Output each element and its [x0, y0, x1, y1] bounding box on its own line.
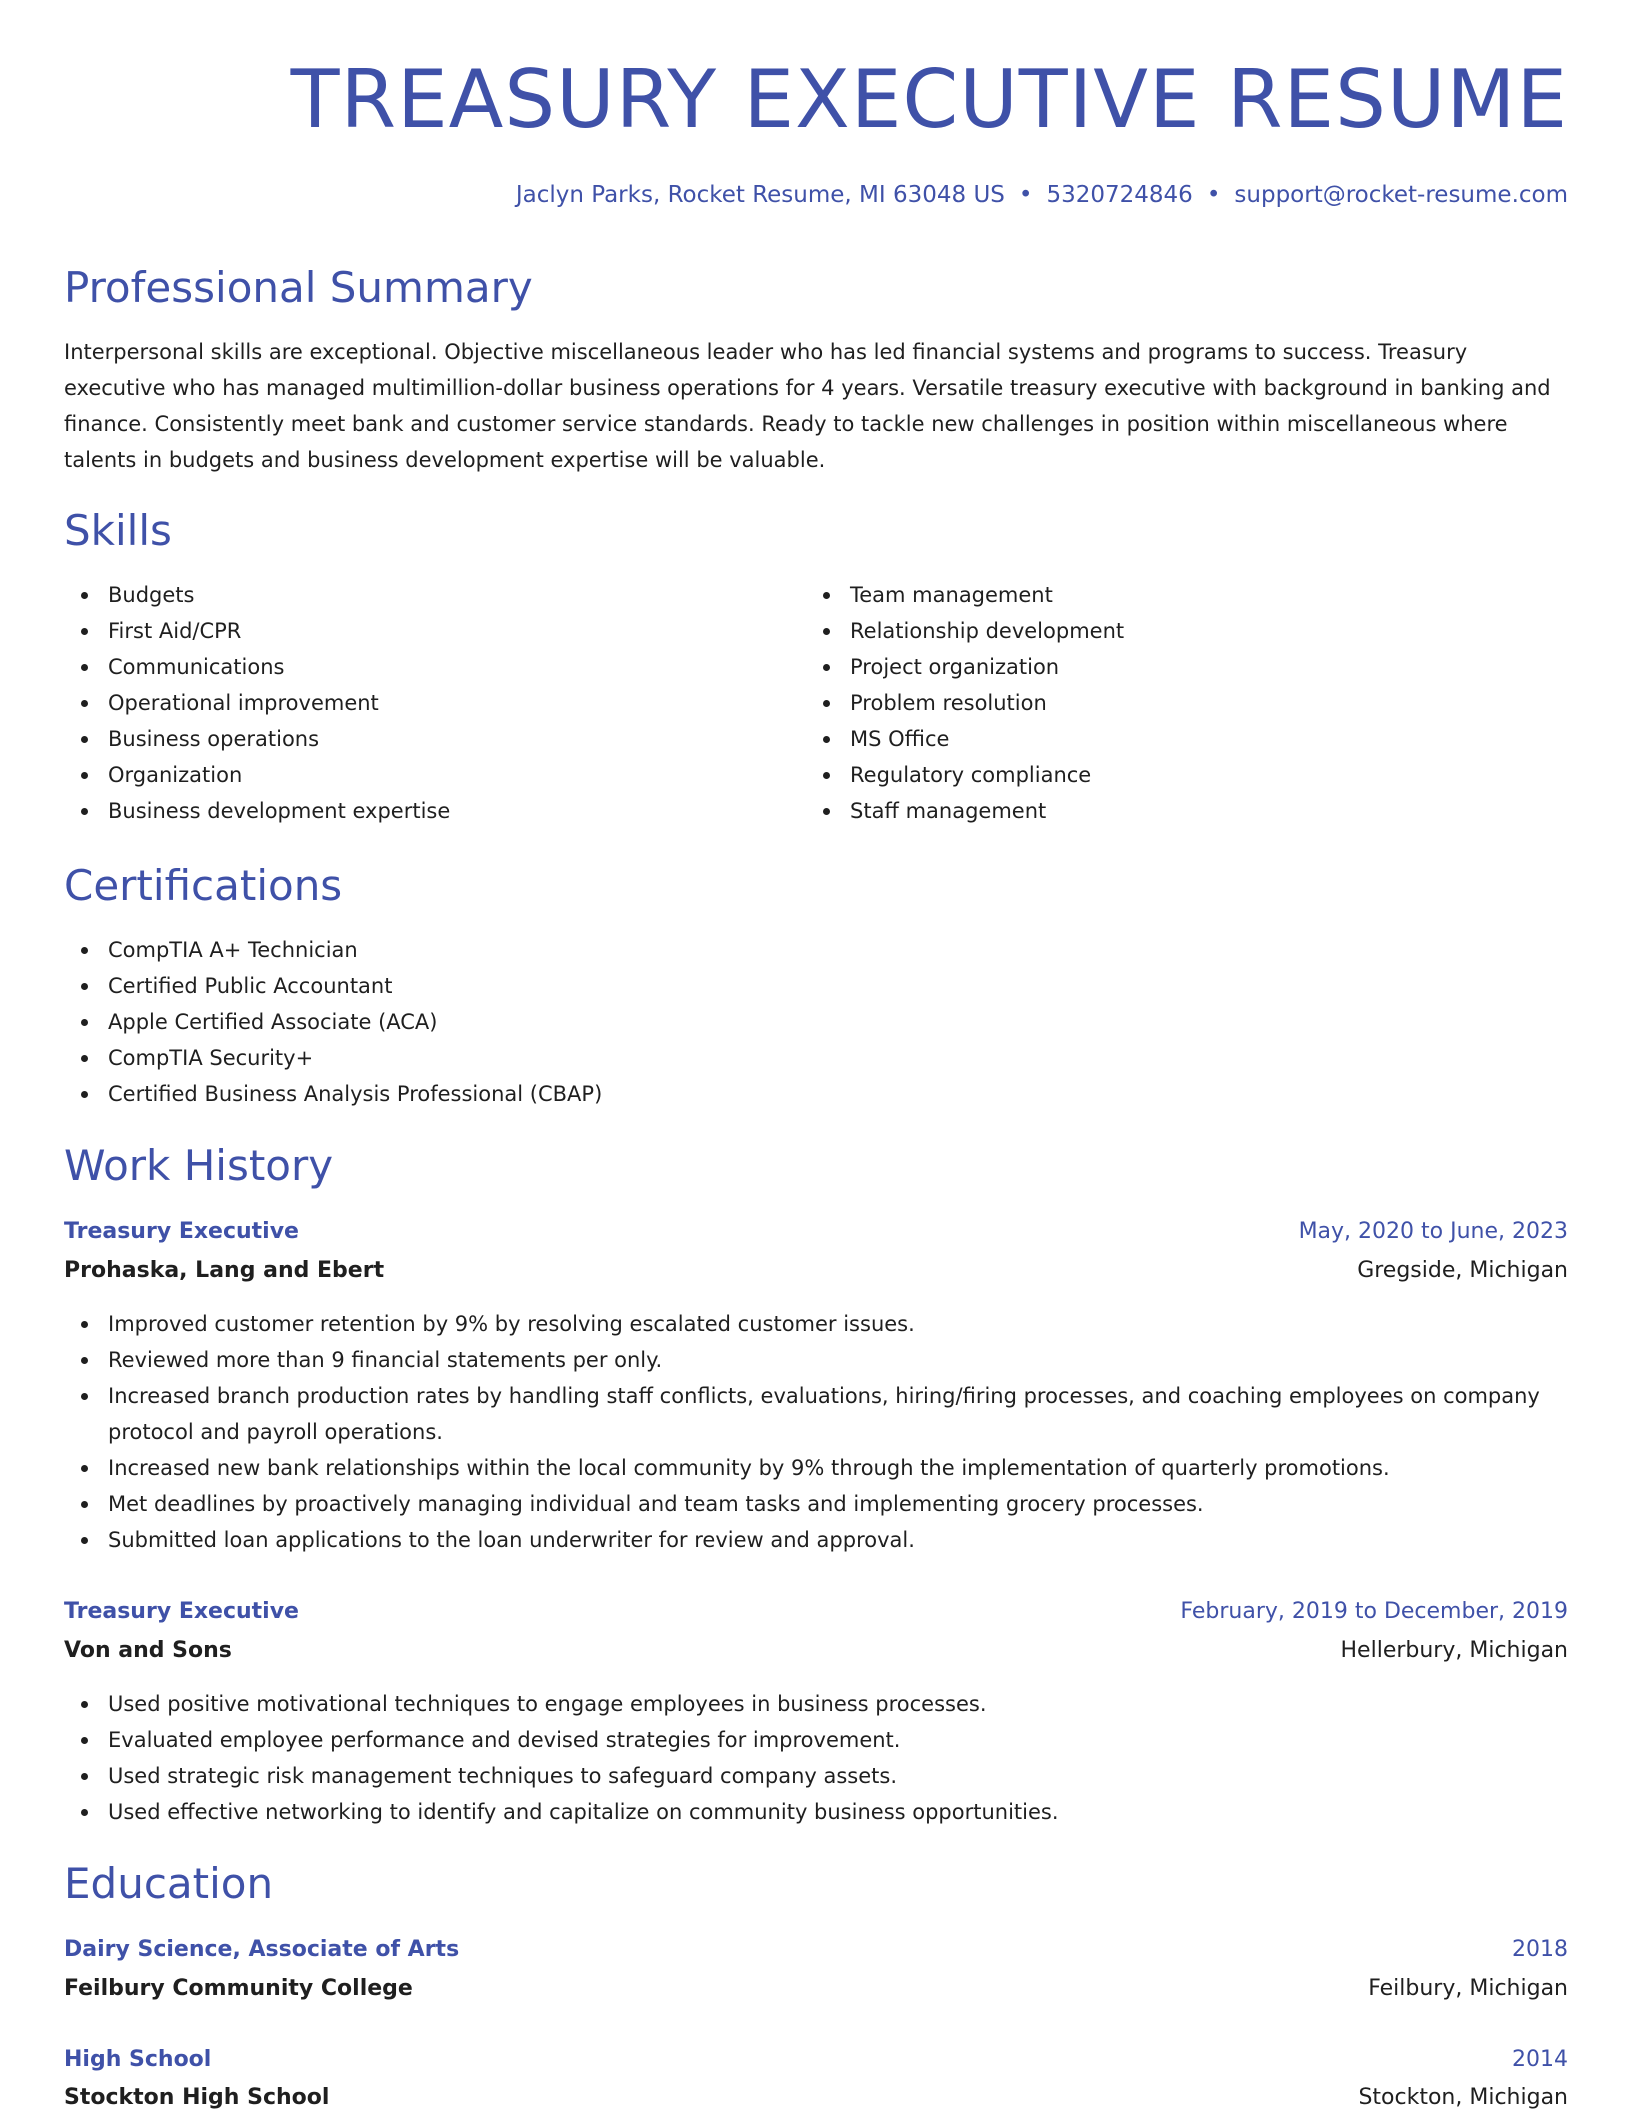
summary-heading: Professional Summary	[64, 263, 533, 312]
job-location: Gregside, Michigan	[1357, 1258, 1568, 1283]
list-item: Business operations	[108, 721, 808, 757]
education-year: 2018	[1512, 1937, 1568, 1962]
list-item: CompTIA A+ Technician	[108, 932, 1568, 968]
list-item: Organization	[108, 757, 808, 793]
list-item: Communications	[108, 649, 808, 685]
list-item: Staff management	[850, 793, 1550, 829]
education-school: Stockton High School	[64, 2085, 330, 2110]
education-school-row	[64, 2083, 1568, 2113]
list-item: CompTIA Security+	[108, 1040, 1568, 1076]
education-school-row	[64, 1974, 1568, 2004]
list-item: Certified Business Analysis Professional (CBAP)	[108, 1076, 1568, 1112]
education-degree: Dairy Science, Associate of Arts	[64, 1937, 460, 1962]
list-item: Relationship development	[850, 613, 1550, 649]
job-bullets	[64, 1306, 1568, 1558]
education-location: Stockton, Michigan	[1358, 2085, 1568, 2110]
education-degree-row	[64, 2045, 1568, 2075]
job-company: Prohaska, Lang and Ebert	[64, 1258, 385, 1283]
list-item: Used strategic risk management techniques to safeguard company assets.	[108, 1758, 1568, 1794]
contact-separator: •	[1206, 182, 1221, 208]
job-company-row	[64, 1256, 1568, 1286]
education-degree: High School	[64, 2047, 212, 2072]
job-company: Von and Sons	[64, 1638, 232, 1663]
contact-separator: •	[1018, 182, 1033, 208]
skills-heading: Skills	[64, 506, 172, 555]
job-dates: February, 2019 to December, 2019	[1180, 1599, 1568, 1624]
resume-title: TREASURY EXECUTIVE RESUME	[290, 53, 1568, 146]
list-item: Improved customer retention by 9% by resolving escalated customer issues.	[108, 1306, 1568, 1342]
list-item: Budgets	[108, 577, 808, 613]
list-item: MS Office	[850, 721, 1550, 757]
list-item: Business development expertise	[108, 793, 808, 829]
list-item: Operational improvement	[108, 685, 808, 721]
list-item: Team management	[850, 577, 1550, 613]
education-degree-row	[64, 1935, 1568, 1965]
contact-email[interactable]: support@rocket-resume.com	[1234, 182, 1568, 208]
certifications-heading: Certifications	[64, 861, 343, 910]
contact-address: Jaclyn Parks, Rocket Resume, MI 63048 US	[515, 182, 1005, 208]
list-item: Used positive motivational techniques to engage employees in business processes.	[108, 1686, 1568, 1722]
job-bullets	[64, 1686, 1568, 1830]
education-year: 2014	[1512, 2047, 1568, 2072]
list-item: Evaluated employee performance and devised strategies for improvement.	[108, 1722, 1568, 1758]
list-item: Met deadlines by proactively managing individual and team tasks and implementing grocery processes.	[108, 1486, 1568, 1522]
education-location: Feilbury, Michigan	[1368, 1976, 1568, 2001]
list-item: Increased branch production rates by handling staff conflicts, evaluations, hiring/firing processes, and coaching employees on company protocol and payroll operations.	[108, 1378, 1568, 1450]
job-title-row	[64, 1597, 1568, 1627]
contact-line	[516, 180, 1568, 210]
list-item: Apple Certified Associate (ACA)	[108, 1004, 1568, 1040]
list-item: First Aid/CPR	[108, 613, 808, 649]
education-school: Feilbury Community College	[64, 1976, 413, 2001]
job-title: Treasury Executive	[64, 1599, 299, 1624]
list-item: Certified Public Accountant	[108, 968, 1568, 1004]
work-heading: Work History	[64, 1141, 334, 1190]
job-dates: May, 2020 to June, 2023	[1298, 1219, 1568, 1244]
list-item: Submitted loan applications to the loan underwriter for review and approval.	[108, 1522, 1568, 1558]
job-title: Treasury Executive	[64, 1219, 299, 1244]
list-item: Problem resolution	[850, 685, 1550, 721]
job-location: Hellerbury, Michigan	[1340, 1638, 1568, 1663]
certifications-list	[64, 932, 1568, 1112]
job-company-row	[64, 1636, 1568, 1666]
education-heading: Education	[64, 1859, 274, 1908]
job-title-row	[64, 1217, 1568, 1247]
contact-phone: 5320724846	[1046, 182, 1193, 208]
summary-text: Interpersonal skills are exceptional. Objective miscellaneous leader who has led financial systems and programs to success. Treasury executive who has managed multimillion-dollar business operations for 4 years. Versatile treasury executive with background in banking and finance. Consistently meet bank and customer service standards. Ready to tackle new challenges in position within miscellaneous where talents in budgets and business development expertise will be valuable.	[64, 340, 1551, 472]
list-item: Used effective networking to identify and capitalize on community business opportunities.	[108, 1794, 1568, 1830]
list-item: Increased new bank relationships within the local community by 9% through the implementation of quarterly promotions.	[108, 1450, 1568, 1486]
skills-list-left	[64, 577, 808, 829]
skills-list-right	[806, 577, 1550, 829]
list-item: Reviewed more than 9 financial statements per only.	[108, 1342, 1568, 1378]
list-item: Project organization	[850, 649, 1550, 685]
list-item: Regulatory compliance	[850, 757, 1550, 793]
